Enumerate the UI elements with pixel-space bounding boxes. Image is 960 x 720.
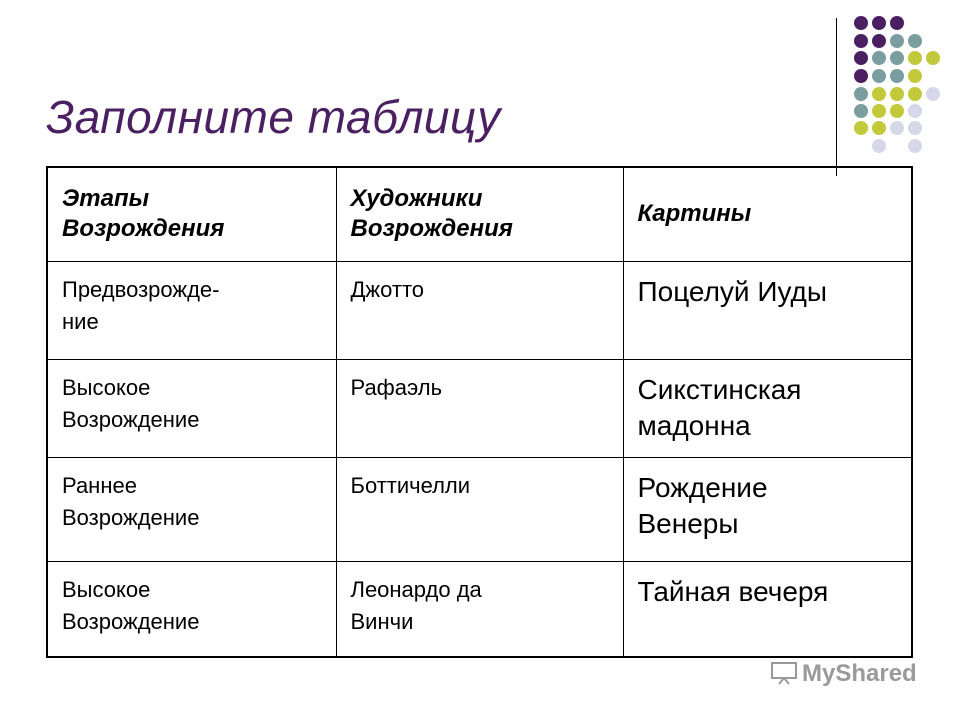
dot xyxy=(872,16,886,30)
dot xyxy=(890,87,904,101)
artist-cell: Боттичелли xyxy=(336,457,623,561)
dot xyxy=(908,69,922,83)
artist-cell: Рафаэль xyxy=(336,359,623,457)
dot xyxy=(872,104,886,118)
dot xyxy=(854,87,868,101)
decorative-vertical-line xyxy=(836,18,837,176)
watermark-text: MyShared xyxy=(802,660,917,687)
renaissance-table xyxy=(46,166,913,658)
dot xyxy=(890,51,904,65)
dot xyxy=(908,87,922,101)
painting-cell: Тайная вечеря xyxy=(623,561,912,657)
header-cell-stages: Этапы Возрождения xyxy=(47,167,336,261)
dot xyxy=(926,51,940,65)
dot xyxy=(908,121,922,135)
dot xyxy=(908,51,922,65)
header-cell-paintings: Картины xyxy=(623,167,912,261)
dot xyxy=(872,51,886,65)
dot xyxy=(854,51,868,65)
dot xyxy=(854,121,868,135)
dot xyxy=(890,69,904,83)
dot xyxy=(872,121,886,135)
dot xyxy=(926,87,940,101)
painting-cell: Сикстинская мадонна xyxy=(623,359,912,457)
slide-title: Заполните таблицу xyxy=(46,91,501,143)
dot xyxy=(854,104,868,118)
dot xyxy=(908,139,922,153)
dot xyxy=(872,34,886,48)
dot xyxy=(854,69,868,83)
dot xyxy=(872,139,886,153)
dot xyxy=(908,34,922,48)
table-row xyxy=(47,457,912,561)
painting-cell: Рождение Венеры xyxy=(623,457,912,561)
dot xyxy=(890,34,904,48)
stage-cell: Высокое Возрождение xyxy=(47,359,336,457)
stage-cell: Раннее Возрождение xyxy=(47,457,336,561)
artist-cell: Джотто xyxy=(336,261,623,359)
dot xyxy=(890,16,904,30)
painting-cell: Поцелуй Иуды xyxy=(623,261,912,359)
header-cell-artists: Художники Возрождения xyxy=(336,167,623,261)
table-row xyxy=(47,261,912,359)
stage-cell: Предвозрожде- ние xyxy=(47,261,336,359)
artist-cell: Леонардо да Винчи xyxy=(336,561,623,657)
table-header-row xyxy=(47,167,912,261)
dot xyxy=(890,121,904,135)
dot xyxy=(854,16,868,30)
table-row xyxy=(47,359,912,457)
stage-cell: Высокое Возрождение xyxy=(47,561,336,657)
watermark xyxy=(770,660,917,688)
dot xyxy=(872,87,886,101)
dot xyxy=(890,104,904,118)
dot xyxy=(908,104,922,118)
dot xyxy=(872,69,886,83)
table-row xyxy=(47,561,912,657)
projector-screen-icon xyxy=(770,661,798,685)
dot xyxy=(854,34,868,48)
